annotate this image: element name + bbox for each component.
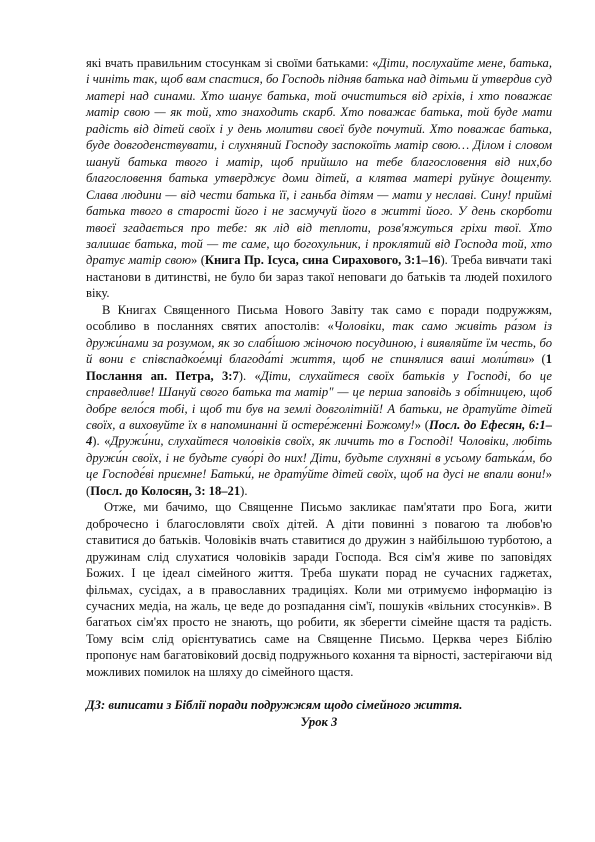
text-segment: » ( <box>190 253 205 268</box>
paragraph-new-testament <box>86 302 552 499</box>
lesson-heading: Урок 3 <box>300 714 338 729</box>
document-page <box>86 55 552 730</box>
text-segment: ). « <box>238 368 261 383</box>
paragraph-conclusion: Отже, ми бачимо, що Священне Письмо закликає пам'ятати про Бога, жити доброчесно і благословляти своїх дітей. А діти повинні з повагою та любов'ю ставитися до батьків. Чоловіків вчать ставитися до дружин з найбільшою турботою, а дружинам слід слухатися чоловіків заради Господа. Вся сім'я живе по заповідях Божих. І це ідеал сімейного життя. Треба шукати порад не сучасних гаджетах, фільмах, сусідах, а в православних традиціях. Коли ми отримуємо інформацію із сучасних медіа, на жаль, це веде до розпадання сім'ї, пошуків «вільних стосунків». В багатьох сім'ях просто не знають, що робити, як зберегти сімейне щастя та радість. Тому всім слід орієнтуватись саме на Священне Письмо. Церква через Біблію пропонує нам багатовіковий досвід подружнього кохання та вірності, застерігаючи від можливих помилок на шляху до сімейного щастя. <box>86 500 552 679</box>
scripture-reference: Посл. до Колосян, 3: 18–21 <box>90 483 241 498</box>
text-segment: ). Треба вивчати такі настанови в дитинстві, не було би зараз такої неповаги до батьків та людей похилого віку. <box>86 253 553 301</box>
scripture-quote: Діти, послухайте мене, батька, і чиніть так, щоб вам спастися, бо Господь підняв батька над дітьми й утвердив суд матері над синами. Хто шанує батька, той очиститься від гріхів, і хто поважає матір свою — як той, хто знаходить скарб. Хто поважає батька, той буде мати радість від дітей своїх і у день молитви своєї буде почутий. Хто поважає батька, буде довгоденствувати, і слухняний Господу заспокоїть матір свою… Ділом і словом шануй батька твого і матір, щоб прийшло на тебе благословення від них,бо благословення батька утверджує доми дітей, а клятва матері руйнує дощенту. Слава людини — від чести батька її, і ганьба дітям — мати у неславі. Сину! приймі батька твого в старості його і не засмучуй його в житті його. У день скорботи твоєї згадається про тебе: як лід від теплоти, розв'яжуться гріхи твої. Хто залишає батька, той — те саме, що богохульник, і проклятий від Господа той, хто дратує матір свою <box>86 56 552 268</box>
text-segment: які вчать правильним стосункам зі своїми батьками: « <box>86 56 379 70</box>
text-segment: » ( <box>86 467 552 498</box>
text-segment: В Книгах Священного Письма Нового Завіту так само є поради подружжям, особливо в посланнях святих апостолів: « <box>86 302 552 334</box>
text-segment: » ( <box>528 352 546 367</box>
scripture-reference: 1 Послання ап. Петра, 3:7 <box>86 352 552 383</box>
scripture-quote: Дружи́ни, слухайтеся чоловіків своїх, як личить то в Господі! Чоловіки, любіть дружи́н своїх, і не будьте суво́рі до них! Діти, будьте слухняні в усьому батька́м, бо це Господе́ві приємне! Батьки́, не драту́йте дітей своїх, щоб на дусі не впали вони! <box>86 434 552 482</box>
scripture-reference: Посл. до Ефесян, 6:1–4 <box>86 417 552 449</box>
text-segment: » ( <box>414 417 429 432</box>
homework-assignment: ДЗ: виписати з Біблії поради подружжям щодо сімейного життя. <box>86 698 463 713</box>
paragraph-parents <box>86 55 552 302</box>
text-segment: ). « <box>92 434 111 449</box>
scripture-quote: Діти, слухайтеся своїх батьків у Господі, бо це справедливе! Шануй свого батька та матір" — це перша заповідь з обі́тницею, щоб добре вело́ся тобі, і щоб ти був на землі довголітній! А батьки, не дратуйте дітей своїх, а виховуйте їх в напоминанні й остере́женні Божому! <box>86 368 552 432</box>
scripture-reference: Книга Пр. Ісуса, сина Сирахового, 3:1–16 <box>204 253 441 268</box>
text-segment: ). <box>240 483 248 498</box>
scripture-quote: Чоловіки, так само живіть ра́зом із дружи́нами за розумом, як зо слабі́шою жіночою посудиною, і виявляйте їм честь, бо й вони є співспадкое́мці благода́ті життя, щоб не спинялися ваші моли́тви <box>86 319 553 367</box>
